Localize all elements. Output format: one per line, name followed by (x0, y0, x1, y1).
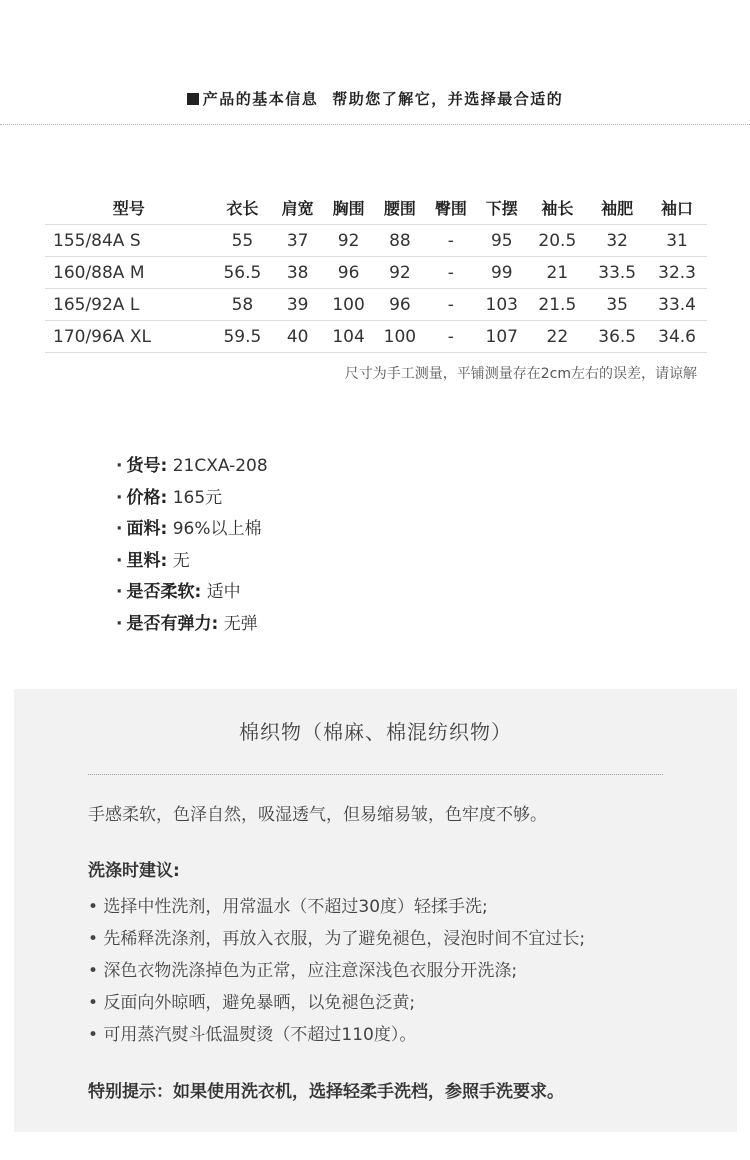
table-cell: - (426, 257, 477, 289)
section-header (0, 88, 750, 109)
info-key: 面料: (126, 519, 168, 539)
table-cell: 33.5 (587, 257, 647, 289)
list-item (116, 484, 268, 516)
table-cell: 103 (476, 289, 527, 321)
table-cell: 20.5 (527, 225, 587, 257)
table-cell: - (426, 321, 477, 353)
info-value: 21CXA-208 (172, 456, 268, 476)
table-cell: 59.5 (213, 321, 273, 353)
cell-model: 155/84A S (45, 225, 213, 257)
list-item (116, 578, 268, 610)
bullet-icon: · (116, 582, 123, 602)
col-header-sleeve-width: 袖肥 (587, 190, 647, 225)
col-header-shoulder: 肩宽 (272, 190, 323, 225)
table-cell: - (426, 289, 477, 321)
table-cell: 99 (476, 257, 527, 289)
table-cell: 32 (587, 225, 647, 257)
list-item: • 选择中性洗剂，用常温水（不超过30度）轻揉手洗; (88, 897, 488, 917)
special-tip: 特别提示：如果使用洗衣机，选择轻柔手洗档，参照手洗要求。 (88, 1082, 564, 1102)
col-header-chest: 胸围 (323, 190, 374, 225)
table-cell: 38 (272, 257, 323, 289)
list-item: • 先稀释洗涤剂，再放入衣服，为了避免褪色，浸泡时间不宜过长; (88, 929, 586, 949)
bullet-icon: · (116, 456, 123, 476)
bullet-icon: · (116, 550, 123, 571)
info-value: 96%以上棉 (172, 519, 262, 539)
cell-model: 160/88A M (45, 257, 213, 289)
table-cell: 21 (527, 257, 587, 289)
care-title-divider (88, 774, 663, 775)
table-cell: 100 (323, 289, 374, 321)
measurement-note: 尺寸为手工测量，平铺测量存在2cm左右的误差，请谅解 (344, 366, 697, 382)
cell-model: 170/96A XL (45, 321, 213, 353)
table-cell: 58 (213, 289, 273, 321)
wash-advice-title: 洗涤时建议: (88, 861, 180, 881)
table-cell: 40 (272, 321, 323, 353)
col-header-hip: 臀围 (426, 190, 477, 225)
table-cell: 37 (272, 225, 323, 257)
list-item: • 深色衣物洗涤掉色为正常，应注意深浅色衣服分开洗涤; (88, 961, 518, 981)
size-table-header-row (45, 190, 707, 225)
info-value: 165元 (172, 487, 223, 508)
table-cell: 33.4 (647, 289, 707, 321)
bullet-icon: · (116, 613, 123, 634)
col-header-length: 衣长 (213, 190, 273, 225)
table-cell: - (426, 225, 477, 257)
cell-model: 165/92A L (45, 289, 213, 321)
col-header-sleeve-length: 袖长 (527, 190, 587, 225)
table-cell: 34.6 (647, 321, 707, 353)
table-cell: 100 (374, 321, 425, 353)
size-table (45, 190, 707, 353)
table-cell: 92 (323, 225, 374, 257)
table-cell: 32.3 (647, 257, 707, 289)
table-cell: 21.5 (527, 289, 587, 321)
table-cell: 35 (587, 289, 647, 321)
header-subtitle: 帮助您了解它，并选择最合适的 (332, 90, 564, 108)
info-key: 价格: (126, 487, 168, 508)
header-divider (0, 124, 750, 125)
table-cell: 22 (527, 321, 587, 353)
product-info-list (116, 452, 268, 641)
care-panel (14, 689, 737, 1132)
square-bullet-icon (187, 93, 199, 105)
table-cell: 96 (374, 289, 425, 321)
info-key: 是否柔软: (126, 582, 202, 602)
care-description: 手感柔软，色泽自然，吸湿透气，但易缩易皱，色牢度不够。 (88, 805, 547, 825)
table-cell: 96 (323, 257, 374, 289)
table-cell: 56.5 (213, 257, 273, 289)
wash-advice-list (88, 893, 585, 1053)
table-cell: 95 (476, 225, 527, 257)
info-value: 适中 (206, 582, 241, 602)
list-item (116, 515, 268, 547)
col-header-model: 型号 (45, 190, 213, 225)
col-header-cuff: 袖口 (647, 190, 707, 225)
list-item (116, 547, 268, 579)
list-item (116, 452, 268, 484)
info-key: 是否有弹力: (126, 613, 219, 634)
table-row (45, 289, 707, 321)
info-key: 里料: (126, 550, 168, 571)
table-cell: 39 (272, 289, 323, 321)
bullet-icon: · (116, 519, 123, 539)
table-row (45, 257, 707, 289)
table-cell: 55 (213, 225, 273, 257)
table-cell: 36.5 (587, 321, 647, 353)
col-header-waist: 腰围 (374, 190, 425, 225)
list-item: • 可用蒸汽熨斗低温熨烫（不超过110度）。 (88, 1025, 417, 1045)
list-item: • 反面向外晾晒，避免暴晒，以免褪色泛黄; (88, 993, 416, 1013)
table-cell: 31 (647, 225, 707, 257)
info-value: 无 (172, 550, 190, 571)
info-value: 无弹 (223, 613, 258, 634)
info-key: 货号: (126, 456, 168, 476)
table-cell: 92 (374, 257, 425, 289)
care-title: 棉织物（棉麻、棉混纺织物） (239, 720, 512, 744)
table-row (45, 321, 707, 353)
table-cell: 104 (323, 321, 374, 353)
table-cell: 107 (476, 321, 527, 353)
list-item (116, 610, 268, 642)
col-header-hem: 下摆 (476, 190, 527, 225)
header-title: 产品的基本信息 (202, 90, 319, 108)
table-row (45, 225, 707, 257)
table-cell: 88 (374, 225, 425, 257)
bullet-icon: · (116, 487, 123, 508)
